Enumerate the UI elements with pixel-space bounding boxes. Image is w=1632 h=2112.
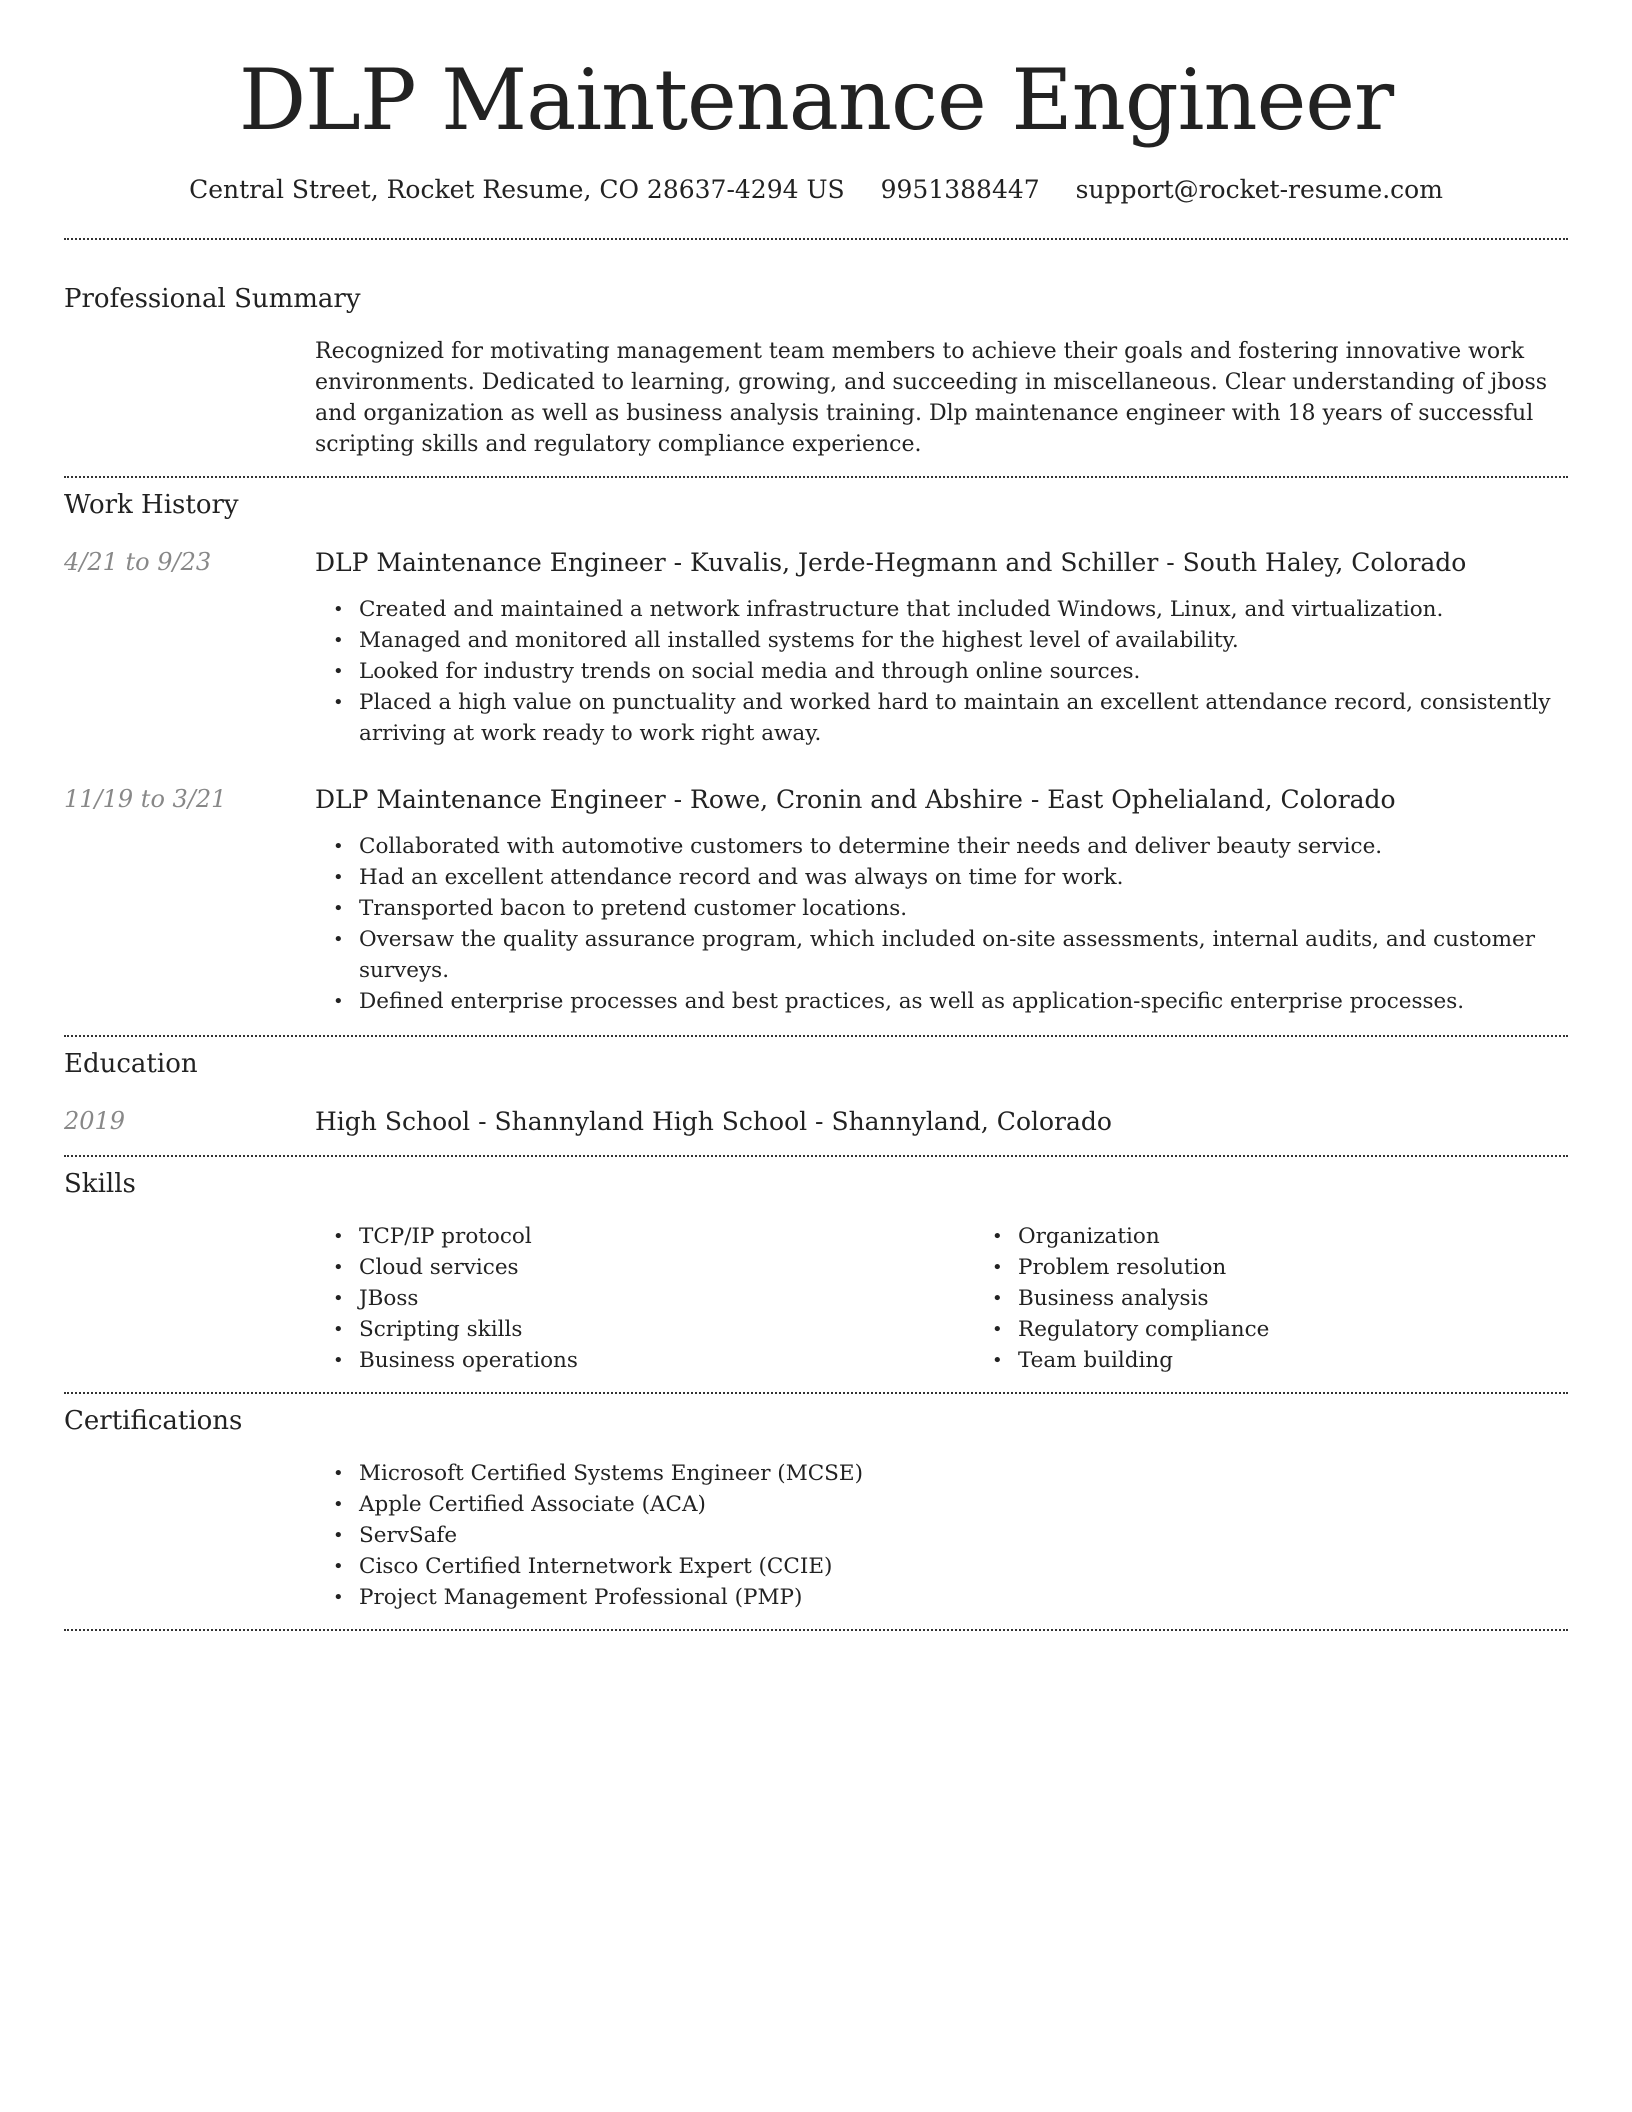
job-bullets: [315, 594, 1568, 749]
job-dates: 11/19 to 3/21: [64, 785, 227, 813]
summary-heading: Professional Summary: [64, 284, 361, 314]
candidate-name: DLP Maintenance Engineer: [238, 51, 1394, 149]
education-degree: High School: [315, 1107, 471, 1136]
contact-email: support@rocket-resume.com: [1075, 175, 1443, 204]
certifications-heading: Certifications: [64, 1406, 243, 1436]
education-section: [64, 1047, 1568, 1139]
list-item: • Managed and monitored all installed systems for the highest level of availability.: [359, 625, 1568, 656]
section-divider: [64, 1629, 1568, 1631]
list-item: • Apple Certified Associate (ACA): [359, 1489, 1568, 1520]
list-item: • Collaborated with automotive customers to determine their needs and deliver beauty service.: [359, 831, 1568, 862]
list-item: • Defined enterprise processes and best practices, as well as application-specific enterprise processes.: [359, 986, 1568, 1017]
list-item: • Project Management Professional (PMP): [359, 1582, 1568, 1613]
list-item: • Scripting skills: [359, 1314, 974, 1345]
education-heading: Education: [64, 1049, 198, 1079]
certifications-section: [64, 1404, 1568, 1613]
list-item: • Placed a high value on punctuality and worked hard to maintain an excellent attendance record, consistently arriving at work ready to work right away.: [359, 687, 1568, 749]
work-history-section: [64, 488, 1568, 1017]
list-item: • Oversaw the quality assurance program, which included on-site assessments, internal audits, and customer surveys.: [359, 924, 1568, 986]
education-entry: [64, 1105, 1568, 1139]
list-item: • ServSafe: [359, 1520, 1568, 1551]
list-item: • Regulatory compliance: [1018, 1314, 1632, 1345]
section-divider: [64, 238, 1568, 240]
list-item: • TCP/IP protocol: [359, 1221, 974, 1252]
list-item: • Created and maintained a network infrastructure that included Windows, Linux, and virtualization.: [359, 594, 1568, 625]
contact-phone: 9951388447: [880, 175, 1040, 204]
skills-list-left: [315, 1221, 974, 1376]
section-divider: [64, 1392, 1568, 1394]
job-entry: [64, 546, 1568, 749]
skills-grid: [315, 1221, 1632, 1376]
job-heading: [315, 783, 1396, 817]
skills-section: [64, 1167, 1568, 1376]
resume-header: [64, 52, 1568, 206]
list-item: • Cloud services: [359, 1252, 974, 1283]
list-item: • Organization: [1018, 1221, 1632, 1252]
summary-section: [64, 282, 1568, 460]
resume-page: [64, 0, 1568, 1631]
work-history-heading: Work History: [64, 490, 239, 520]
list-item: • Business operations: [359, 1345, 974, 1376]
list-item: • Transported bacon to pretend customer locations.: [359, 893, 1568, 924]
job-heading: [315, 546, 1466, 580]
list-item: • JBoss: [359, 1283, 974, 1314]
job-entry: [64, 783, 1568, 1017]
list-item: • Had an excellent attendance record and was always on time for work.: [359, 862, 1568, 893]
section-divider: [64, 1155, 1568, 1157]
list-item: • Microsoft Certified Systems Engineer (MCSE): [359, 1458, 1568, 1489]
education-school-location: - Shannyland High School - Shannyland, Colorado: [470, 1107, 1112, 1136]
education-heading-line: [315, 1105, 1112, 1139]
certifications-list: [315, 1458, 1568, 1613]
list-item: • Problem resolution: [1018, 1252, 1632, 1283]
list-item: • Team building: [1018, 1345, 1632, 1376]
job-dates: 4/21 to 9/23: [64, 548, 212, 576]
list-item: • Cisco Certified Internetwork Expert (CCIE): [359, 1551, 1568, 1582]
contact-line: [64, 174, 1568, 206]
job-company-location: - Rowe, Cronin and Abshire - East Ophelialand, Colorado: [665, 785, 1396, 814]
section-divider: [64, 1035, 1568, 1037]
skills-heading: Skills: [64, 1169, 136, 1199]
summary-text: Recognized for motivating management team members to achieve their goals and fostering innovative work environments. Dedicated to learning, growing, and succeeding in miscellaneous. Clear understanding of jboss and organization as well as business analysis training. Dlp maintenance engineer with 18 years of successful scripting skills and regulatory compliance experience.: [315, 339, 1548, 457]
section-divider: [64, 476, 1568, 478]
list-item: • Business analysis: [1018, 1283, 1632, 1314]
job-title: DLP Maintenance Engineer: [315, 548, 666, 577]
skills-list-right: [974, 1221, 1632, 1376]
job-title: DLP Maintenance Engineer: [315, 785, 666, 814]
education-year: 2019: [64, 1107, 126, 1135]
contact-address: Central Street, Rocket Resume, CO 28637-4294 US: [189, 175, 845, 204]
job-bullets: [315, 831, 1568, 1017]
list-item: • Looked for industry trends on social media and through online sources.: [359, 656, 1568, 687]
job-company-location: - Kuvalis, Jerde-Hegmann and Schiller - South Haley, Colorado: [665, 548, 1467, 577]
